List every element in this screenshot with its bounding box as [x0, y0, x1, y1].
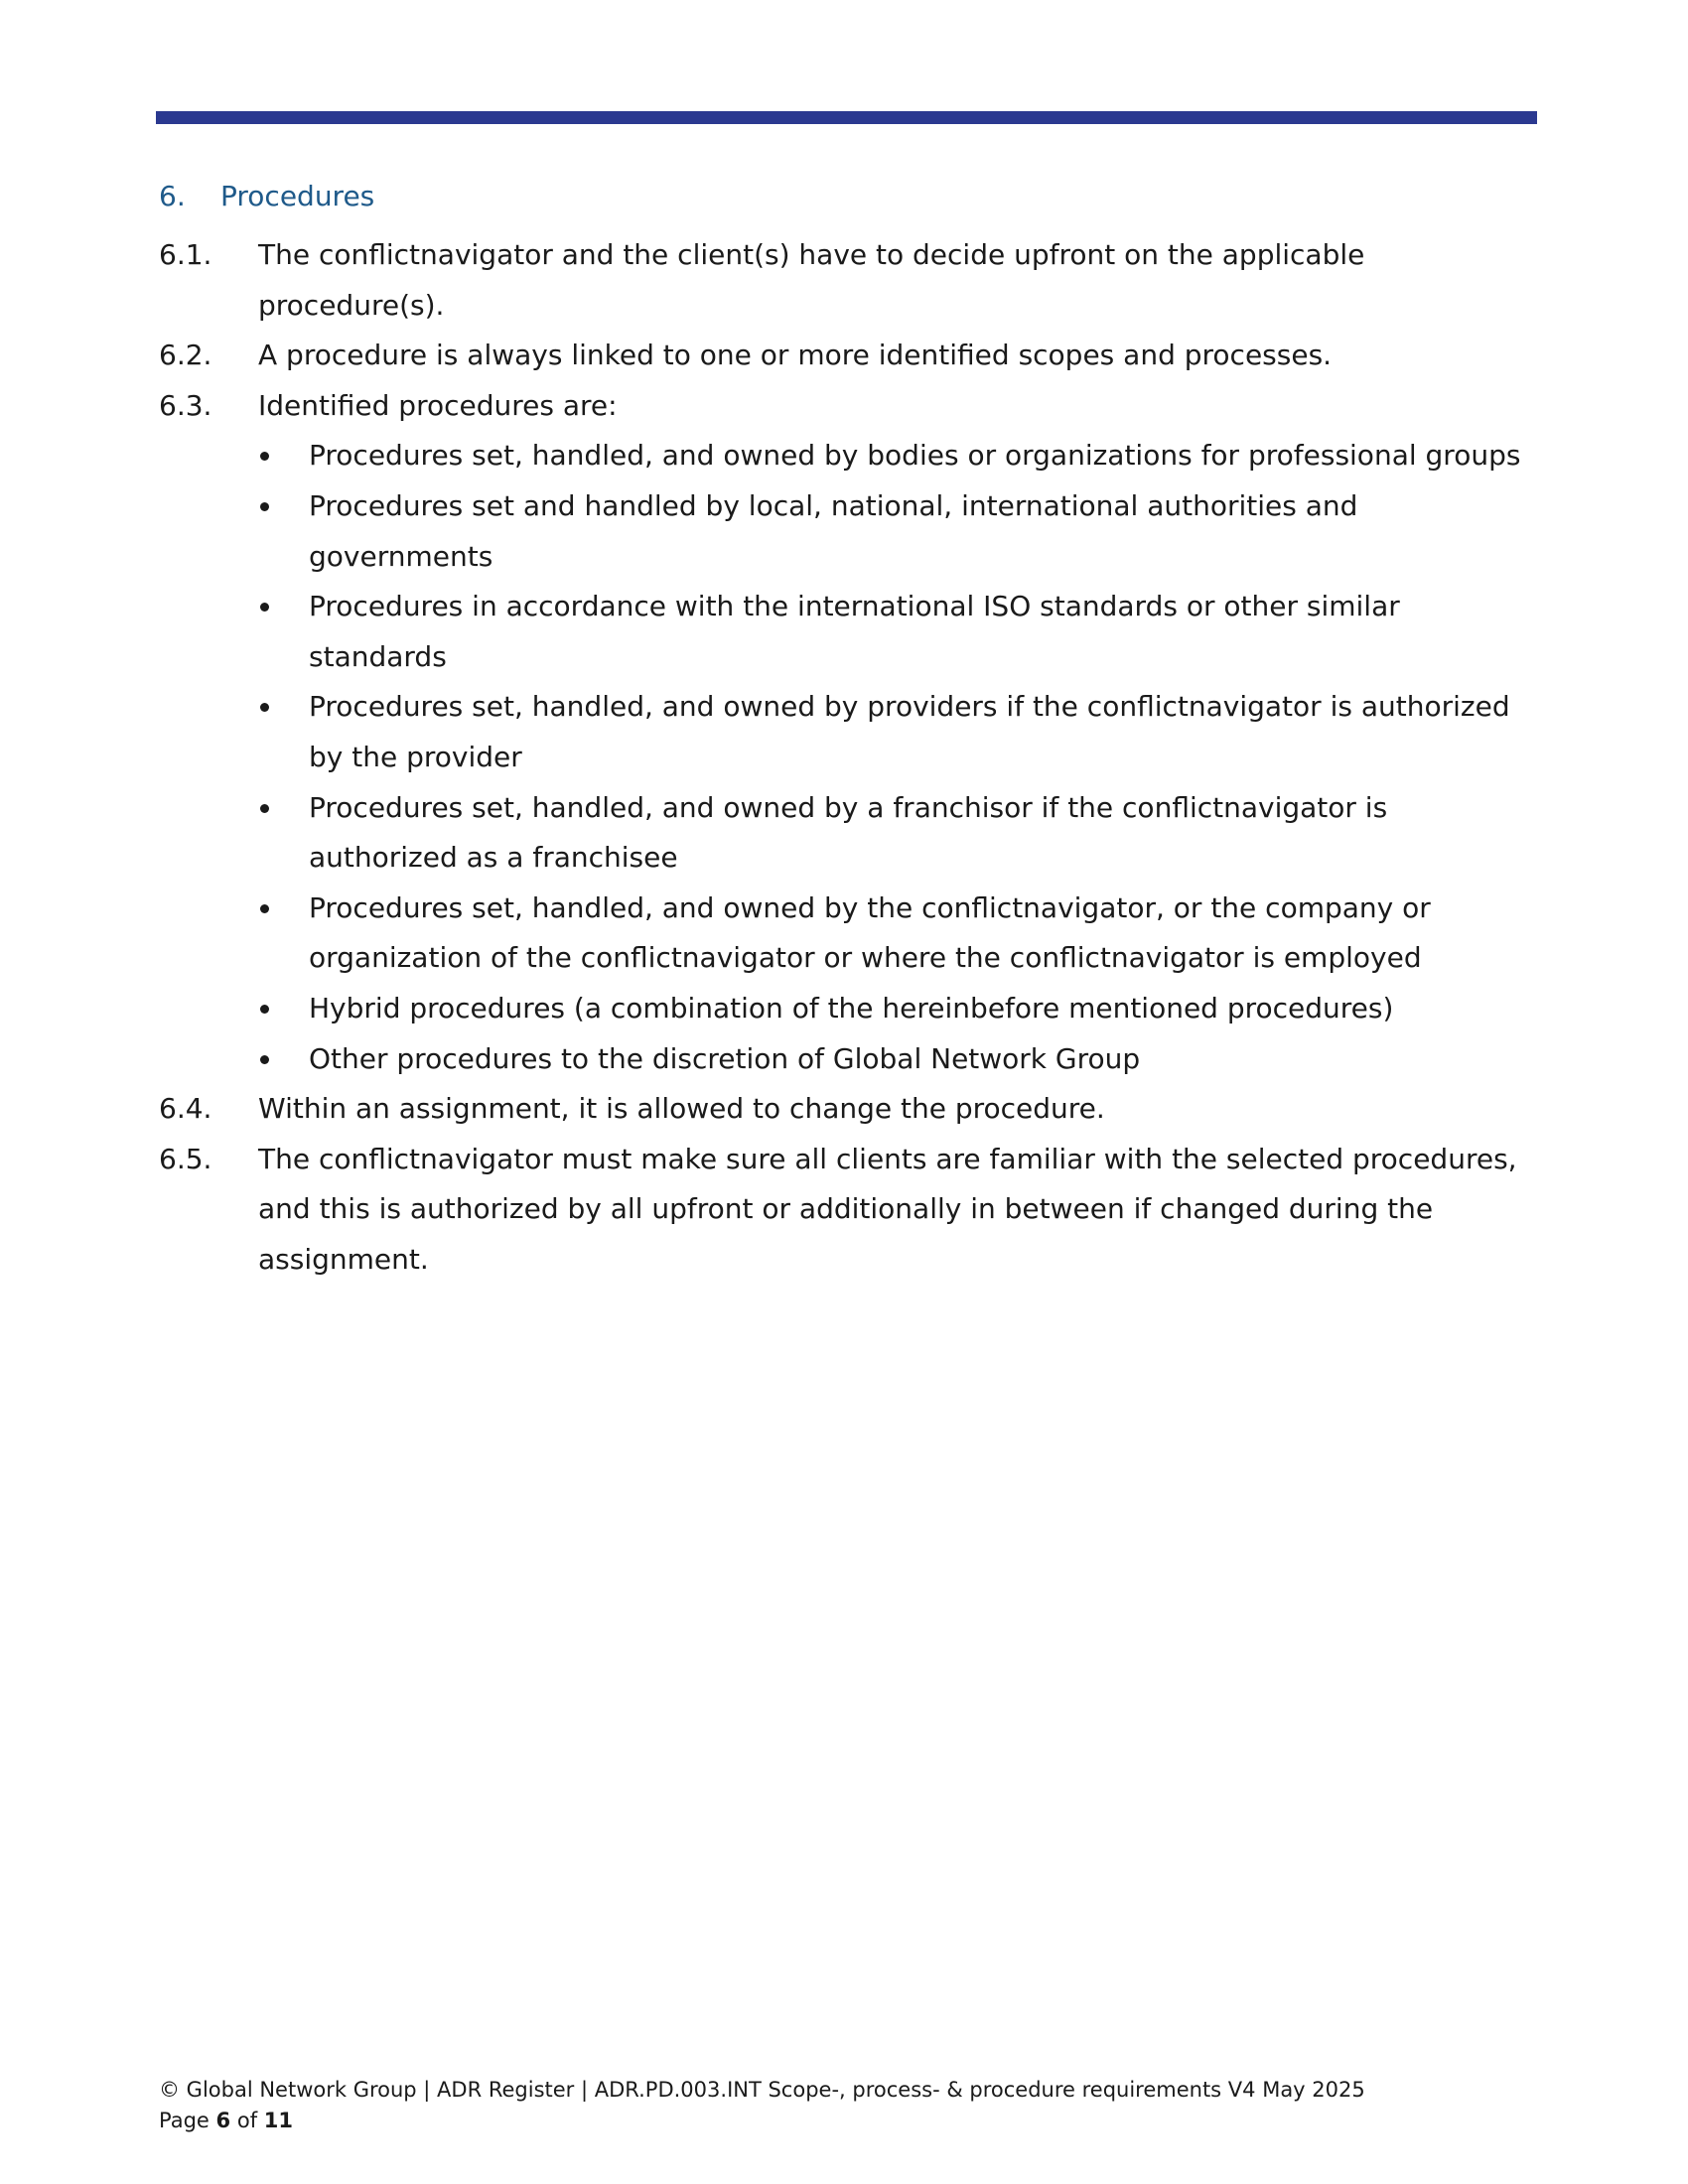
clause-6-5	[159, 1135, 1539, 1286]
page-label: Page	[159, 2109, 210, 2132]
bullet-icon	[258, 1034, 309, 1085]
clause-number: 6.2.	[159, 339, 212, 372]
clause-text: Within an assignment, it is allowed to change the procedure.	[258, 1092, 1105, 1126]
section-title: Procedures	[220, 180, 375, 212]
list-item	[258, 682, 1539, 782]
section-heading	[159, 177, 374, 216]
list-item-text: Procedures set and handled by local, national, international authorities and governments	[309, 488, 1358, 573]
list-item-text: Procedures set, handled, and owned by the conflictnavigator, or the company or organization of the conflictnavigator or where the conflictnavigator is employed	[309, 890, 1431, 975]
clause-number: 6.5.	[159, 1142, 212, 1175]
page-footer	[159, 2075, 1365, 2136]
page-current: 6	[215, 2109, 231, 2132]
list-item-text: Other procedures to the discretion of Global Network Group	[309, 1041, 1141, 1075]
clause-number: 6.3.	[159, 388, 212, 422]
page-of: of	[236, 2109, 258, 2132]
bullet-icon	[258, 431, 309, 481]
header-rule	[156, 111, 1537, 124]
list-item-text: Procedures set, handled, and owned by a franchisor if the conflictnavigator is authorized as a franchisee	[309, 790, 1388, 875]
bullet-icon	[258, 783, 309, 884]
bullet-icon	[258, 884, 309, 984]
clause-number: 6.4.	[159, 1092, 212, 1126]
page-total: 11	[263, 2109, 294, 2132]
clause-6-1	[159, 230, 1539, 331]
bullet-icon	[258, 582, 309, 682]
footer-copyright: © Global Network Group | ADR Register | ADR.PD.003.INT Scope-, process- & procedure requirements V4 May 2025	[159, 2078, 1365, 2102]
list-item	[258, 481, 1539, 582]
bullet-icon	[258, 481, 309, 582]
list-item	[258, 431, 1539, 481]
bullet-icon	[258, 984, 309, 1034]
list-item	[258, 582, 1539, 682]
list-item	[258, 1034, 1539, 1085]
clause-6-3	[159, 381, 1539, 432]
clause-text: Identified procedures are:	[258, 388, 618, 422]
list-item	[258, 984, 1539, 1034]
section-number: 6.	[159, 180, 186, 212]
clause-text: The conflictnavigator must make sure all clients are familiar with the selected procedures, and this is authorized by all upfront or additionally in between if changed during the assignment.	[258, 1142, 1517, 1276]
section-body	[159, 230, 1539, 1285]
list-item	[258, 884, 1539, 984]
clause-6-2	[159, 331, 1539, 381]
list-item-text: Procedures in accordance with the international ISO standards or other similar standards	[309, 590, 1400, 673]
clause-number: 6.1.	[159, 238, 212, 271]
list-item-text: Procedures set, handled, and owned by providers if the conflictnavigator is authorized by the provider	[309, 690, 1510, 773]
list-item-text: Hybrid procedures (a combination of the hereinbefore mentioned procedures)	[309, 991, 1394, 1024]
list-item	[258, 783, 1539, 884]
page-number	[159, 2106, 1365, 2136]
clause-text: A procedure is always linked to one or more identified scopes and processes.	[258, 339, 1333, 372]
clause-text: The conflictnavigator and the client(s) have to decide upfront on the applicable procedure(s).	[258, 238, 1365, 322]
procedures-list	[159, 431, 1539, 1084]
list-item-text: Procedures set, handled, and owned by bodies or organizations for professional groups	[309, 439, 1521, 473]
bullet-icon	[258, 682, 309, 782]
clause-6-4	[159, 1084, 1539, 1135]
